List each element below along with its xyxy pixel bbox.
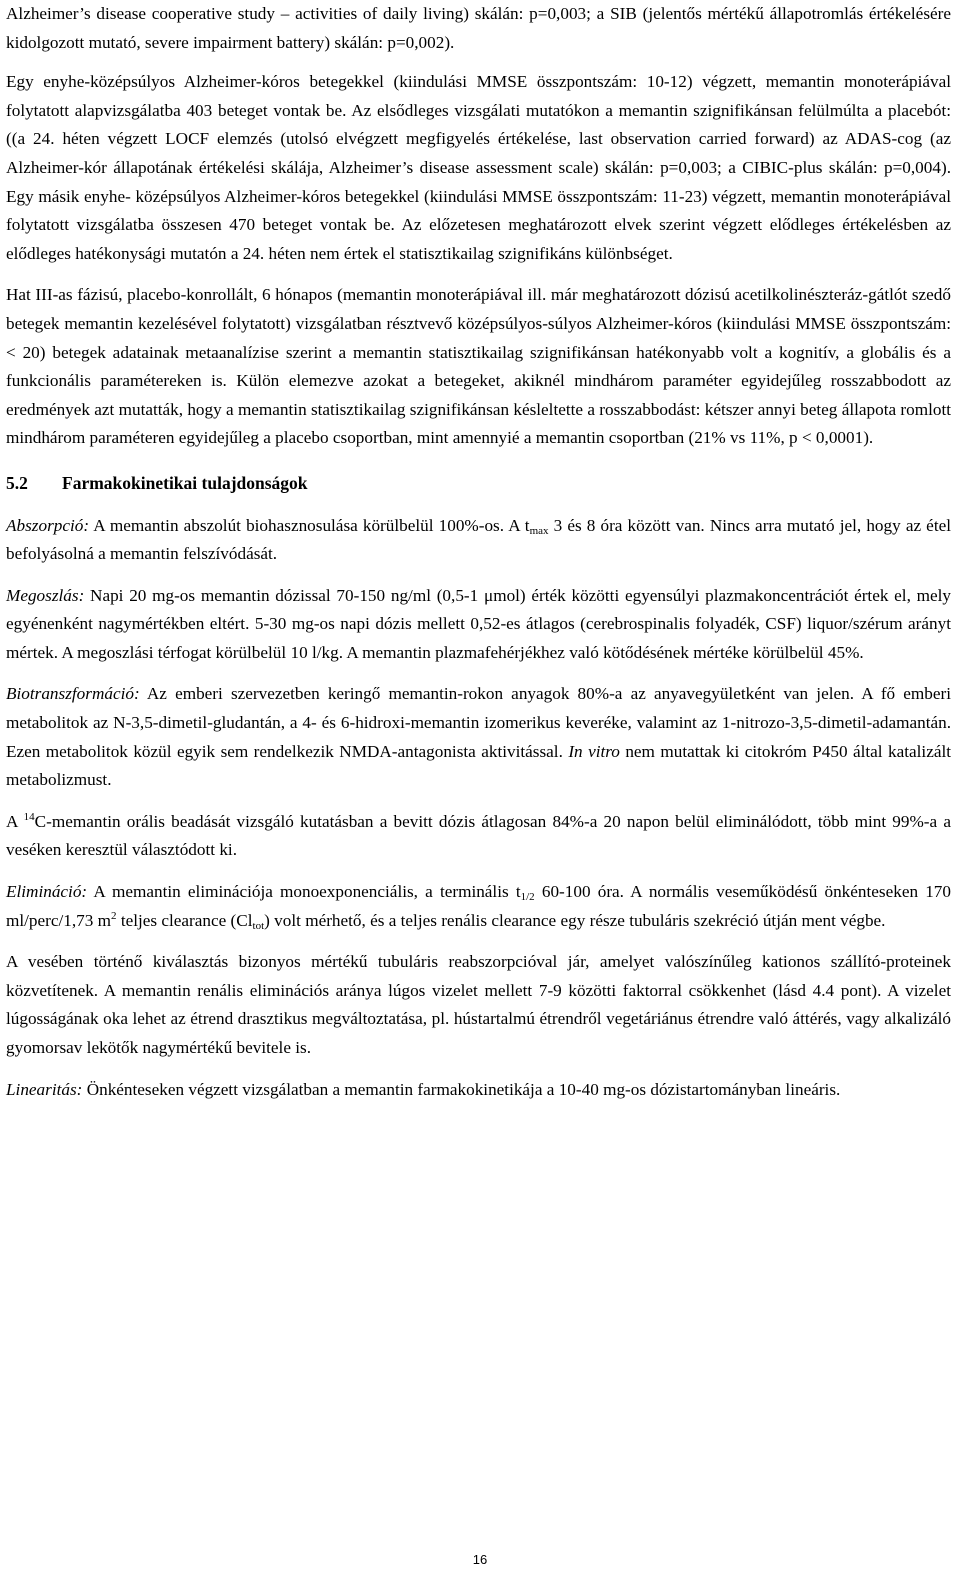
cl-tot-subscript: tot <box>252 919 265 932</box>
biotransformation-text-a: Az emberi szervezetben keringő memantin-rokon anyagok 80%-a az anyavegyületként van jelen. A fő emberi metabolitok az N-3,5-dimetil-gludantán, a 4- és 6-hidroxi-memantin izomerikus keveréke, valamint az 1-nitrozo-3,5-dimetil-adamantán. Ezen metabolitok közül egyik sem rendelkezik NMDA-antagonista aktivitással. <box>6 684 951 761</box>
elimination-text-c: teljes clearance (Cl <box>116 910 253 930</box>
linearity-text: Önkénteseken végzett vizsgálatban a memantin farmakokinetikája a 10-40 mg-os dózistartományban lineáris. <box>82 1079 841 1099</box>
elimination-text-a: A memantin eliminációja monoexponenciális, a terminális t <box>87 882 521 902</box>
elimination-text-d: ) volt mérhető, és a teljes renális clearance egy része tubuláris szekréció útján ment végbe. <box>264 910 886 930</box>
paragraph-phase3-metaanalysis: Hat III-as fázisú, placebo-konrollált, 6 hónapos (memantin monoterápiával ill. már meghatározott dózisú acetilkolinészteráz-gátlót szedő betegek memantin kezelésével folytatott) vizsgálatban résztvevő középsúlyos-súlyos Alzheimer-kóros (kiindulási MMSE összpontszám: < 20) betegek adatainak metaanalízise szerint a memantin statisztikailag szignifikánsan hatékonyabb volt a kognitív, a globális és a funkcionális paramétereken is. Külön elemezve azokat a betegeket, akiknél mindhárom paraméter egyidejűleg rosszabbodott az eredmények azt mutatták, hogy a memantin statisztikailag szignifikánsan késleltette a rosszabbodást: kétszer annyi beteg állapota romlott mindhárom paraméteren egyidejűleg a placebo csoportban, mint amennyié a memantin csoportban (21% vs 11%, p < 0,0001). <box>6 285 952 448</box>
elimination-text-b: 60-100 óra. A normális veseműködésű önkénteseken 170 ml/perc/1,73 m <box>6 882 951 930</box>
paragraph-c14-study <box>6 808 951 865</box>
absorption-label: Abszorpció: <box>6 515 90 535</box>
c14-text-b: C-memantin orális beadását vizsgáló kutatásban a bevitt dózis átlagosan 84%-a 20 napon belül eliminálódott, több mint 99%-a a veséken keresztül választódott ki. <box>6 811 951 860</box>
m2-superscript: 2 <box>111 909 117 922</box>
page-number: 16 <box>472 1552 488 1567</box>
section-title: Farmakokinetikai tulajdonságok <box>62 472 308 493</box>
section-number: 5.2 <box>6 472 28 493</box>
paragraph-renal-excretion: A vesében történő kiválasztás bizonyos mértékű tubuláris reabszorpcióval jár, amelyet valószínűleg kationos szállító-proteinek közvetítenek. A memantin renális eliminációs aránya lúgos vizelet mellett 7-9 közötti faktorral csökkenhet (lásd 4.4 pont). A vizelet lúgosságának oka lehet az étrend drasztikus megváltoztatása, pl. hústartalmú étrendről vegetáriánus étrendre való áttérés, vagy alkalizáló gyomorsav lekötők nagymértékű bevitele is. <box>6 952 951 1057</box>
paragraph-linearity <box>6 1076 951 1105</box>
section-heading <box>6 469 951 498</box>
paragraph-biotransformation <box>6 680 951 794</box>
paragraph-intro-continuation: Alzheimer’s disease cooperative study – activities of daily living) skálán: p=0,003; a SIB (jelentős mértékű állapotromlás értékelésére kidolgozott mutató, severe impairment battery) skálán: p=0,002). <box>6 4 951 52</box>
elimination-label: Elimináció: <box>6 882 88 902</box>
paragraph-distribution <box>6 582 951 668</box>
in-vitro-italic: In vitro <box>568 741 620 761</box>
document-page <box>6 0 951 1104</box>
biotransformation-text-b: nem mutattak ki citokróm P450 által katalizált metabolizmust. <box>6 741 951 790</box>
paragraph-absorption <box>6 512 951 569</box>
distribution-text: Napi 20 mg-os memantin dózissal 70-150 ng/ml (0,5-1 μmol) érték közötti egyensúlyi plazmakoncentrációt értek el, mely egyénenként nagymértékben eltért. 5-30 mg-os napi dózis mellett 0,52-es átlagos (cerebrospinalis folyadék, CSF) liquor/szérum arányt mértek. A megoszlási térfogat körülbelül 10 l/kg. A memantin plazmafehérjékhez való kötődésének mértéke körülbelül 45%. <box>6 585 951 662</box>
paragraph-elimination <box>6 878 951 935</box>
c14-superscript: 14 <box>23 810 35 823</box>
tmax-subscript: max <box>529 524 549 537</box>
c14-text-a: A <box>6 811 24 831</box>
distribution-label: Megoszlás: <box>6 585 85 605</box>
biotransformation-label: Biotranszformáció: <box>6 684 140 704</box>
paragraph-mild-moderate-studies: Egy enyhe-középsúlyos Alzheimer-kóros betegekkel (kiindulási MMSE összpontszám: 10-12) végzett, memantin monoterápiával folytatott alapvizsgálatba 403 beteget vontak be. Az elsődleges vizsgálati mutatókon a memantin szignifikánsan felülmúlta a placebót: ((a 24. héten végzett LOCF elemzés (utolsó elvégzett megfigyelés értékelése, last observation carried forward) az ADAS-cog (az Alzheimer-kór állapotának értékelési skálája, Alzheimer’s disease assessment scale) skálán: p=0,003; a CIBIC-plus skálán: p=0,004). Egy másik enyhe- középsúlyos Alzheimer-kóros betegekkel (kiindulási MMSE összpontszám: 11-23) végzett, memantin monoterápiával folytatott vizsgálatba összesen 470 beteget vontak be. Az előzetesen meghatározott elvek szerint végzett elődleges értékelésben az elődleges hatékonysági mutatón a 24. héten nem értek el statisztikailag szignifikáns különbséget. <box>6 72 951 263</box>
absorption-text-a: A memantin abszolút biohasznosulása körülbelül 100%-os. A t <box>89 515 530 535</box>
half-life-subscript: 1/2 <box>520 891 535 904</box>
absorption-text-b: 3 és 8 óra között van. Nincs arra mutató jel, hogy az étel befolyásolná a memantin felszívódását. <box>6 515 951 564</box>
linearity-label: Linearitás: <box>6 1079 83 1099</box>
